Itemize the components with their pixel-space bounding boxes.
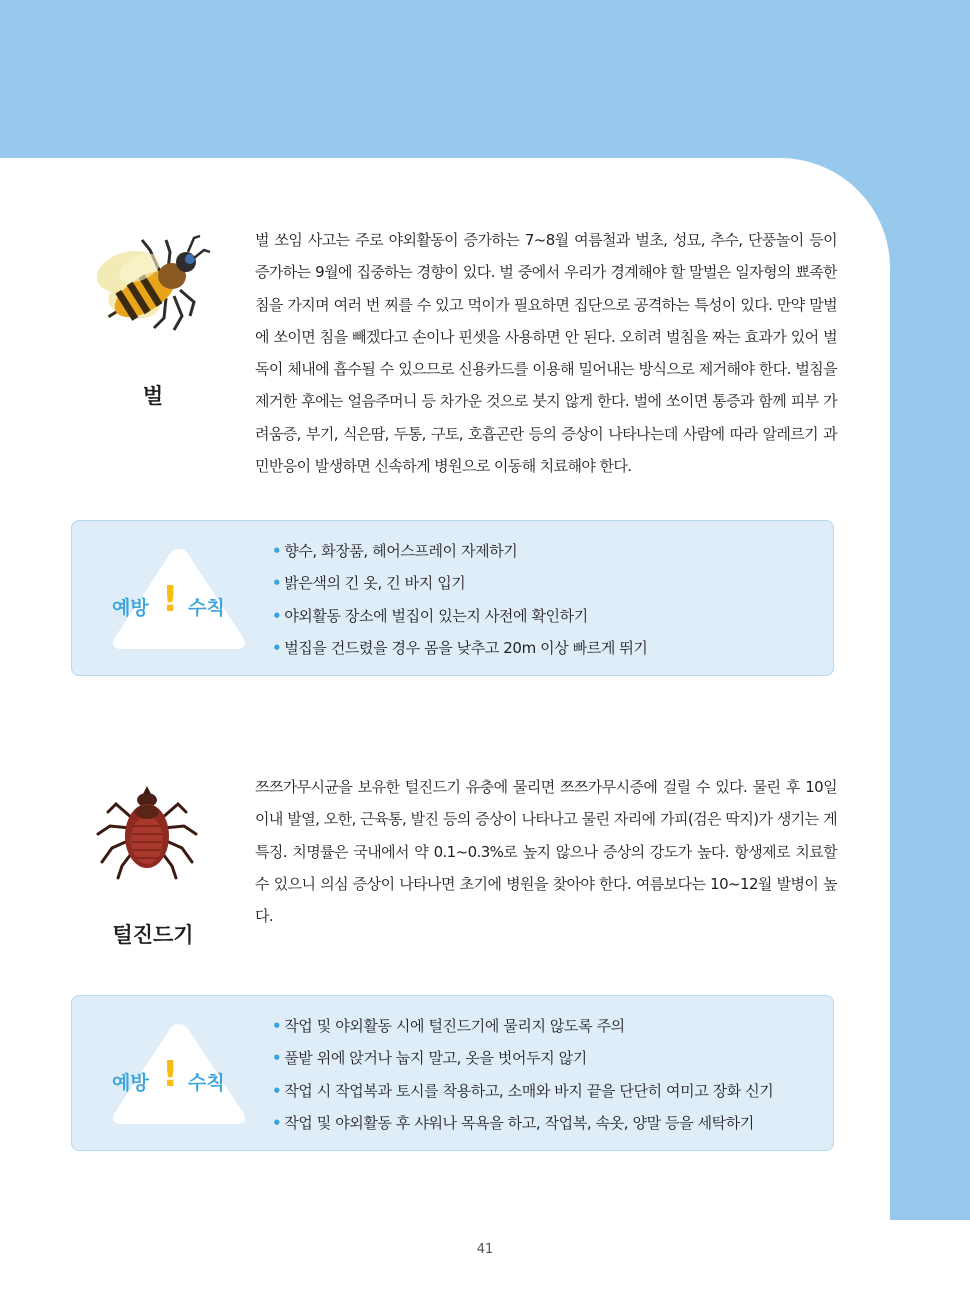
tick-prevention-box <box>71 995 834 1151</box>
bullet-icon: • <box>272 542 282 560</box>
tick-description: 쯔쯔가무시균을 보유한 털진드기 유충에 물리면 쯔쯔가무시증에 걸릴 수 있다. 물린 후 10일 이내 발열, 오한, 근육통, 발진 등의 증상이 나타나고 물린 자리에 가피(검은 딱지)가 생기는 게 특징. 치명률은 국내에서 약 0.1~0.3%로 높지 않으나 증상의 강도가 높다. 항생제로 치료할 수 있으니 의심 증상이 나타나면 초기에 병원을 찾아야 한다. 여름보다는 10~12월 발병이 높다. <box>255 778 837 926</box>
bullet-icon: • <box>272 574 282 593</box>
list-item: • 야외활동 장소에 벌집이 있는지 사전에 확인하기 <box>272 606 588 625</box>
list-item: • 향수, 화장품, 헤어스프레이 자제하기 <box>272 542 518 560</box>
list-item: • 작업 시 작업복과 토시를 착용하고, 소매와 바지 끝을 단단히 여미고 장화 신기 <box>272 1081 774 1100</box>
bee-icon <box>90 232 215 342</box>
tick-label: 털진드기 <box>112 923 194 947</box>
page-number: 41 <box>476 1242 494 1257</box>
badge-word-prevention: 예방 <box>112 597 149 619</box>
bee-description: 벌 쏘임 사고는 주로 야외활동이 증가하는 7~8월 여름철과 벌초, 성묘, 추수, 단풍놀이 등이 증가하는 9월에 집중하는 경향이 있다. 벌 중에서 우리가 경계해야 할 말벌은 일자형의 뾰족한 침을 가지며 여러 번 찌를 수 있고 먹이가 필요하면 집단으로 공격하는 특성이 있다. 만약 말벌에 쏘이면 침을 빼겠다고 손이나 핀셋을 사용하면 안 된다. 오히려 벌침을 짜는 효과가 있어 벌 독이 체내에 흡수될 수 있으므로 신용카드를 이용해 밀어내는 방식으로 제거해야 한다. 벌침을 제거한 후에는 얼음주머니 등 차가운 것으로 붓지 않게 한다. 벌에 쏘이면 통증과 함께 피부 가려움증, 부기, 식은땀, 두통, 구토, 호흡곤란 등의 증상이 나타나는데 사람에 따라 알레르기 과민반응이 발생하면 신속하게 병원으로 이동해 치료해야 한다. <box>255 231 837 476</box>
tick-icon <box>92 782 202 882</box>
bee-rules-list <box>272 535 648 664</box>
prevention-badge <box>104 1018 254 1128</box>
badge-word-rules: 수칙 <box>188 597 225 619</box>
bee-label: 벌 <box>142 384 164 408</box>
list-item: • 작업 및 야외활동 후 샤워나 목욕을 하고, 작업복, 속옷, 양말 등을 세탁하기 <box>272 1113 754 1132</box>
prevention-badge <box>104 543 254 653</box>
bullet-icon: • <box>272 1113 282 1132</box>
bee-prevention-box <box>71 520 834 676</box>
list-item: • 작업 및 야외활동 시에 털진드기에 물리지 않도록 주의 <box>272 1017 625 1035</box>
bullet-icon: • <box>272 1049 282 1068</box>
badge-word-prevention: 예방 <box>112 1072 149 1094</box>
bullet-icon: • <box>272 606 282 625</box>
list-item: • 밝은색의 긴 옷, 긴 바지 입기 <box>272 574 466 593</box>
badge-word-rules: 수칙 <box>188 1072 225 1094</box>
list-item: • 풀밭 위에 앉거나 눕지 말고, 옷을 벗어두지 않기 <box>272 1049 587 1068</box>
bullet-icon: • <box>272 638 282 657</box>
badge-exclamation: ! <box>162 1054 179 1095</box>
list-item: • 벌집을 건드렸을 경우 몸을 낮추고 20m 이상 빠르게 뛰기 <box>272 638 648 657</box>
badge-exclamation: ! <box>162 579 179 620</box>
bullet-icon: • <box>272 1081 282 1100</box>
bullet-icon: • <box>272 1017 282 1035</box>
tick-rules-list <box>272 1010 773 1139</box>
